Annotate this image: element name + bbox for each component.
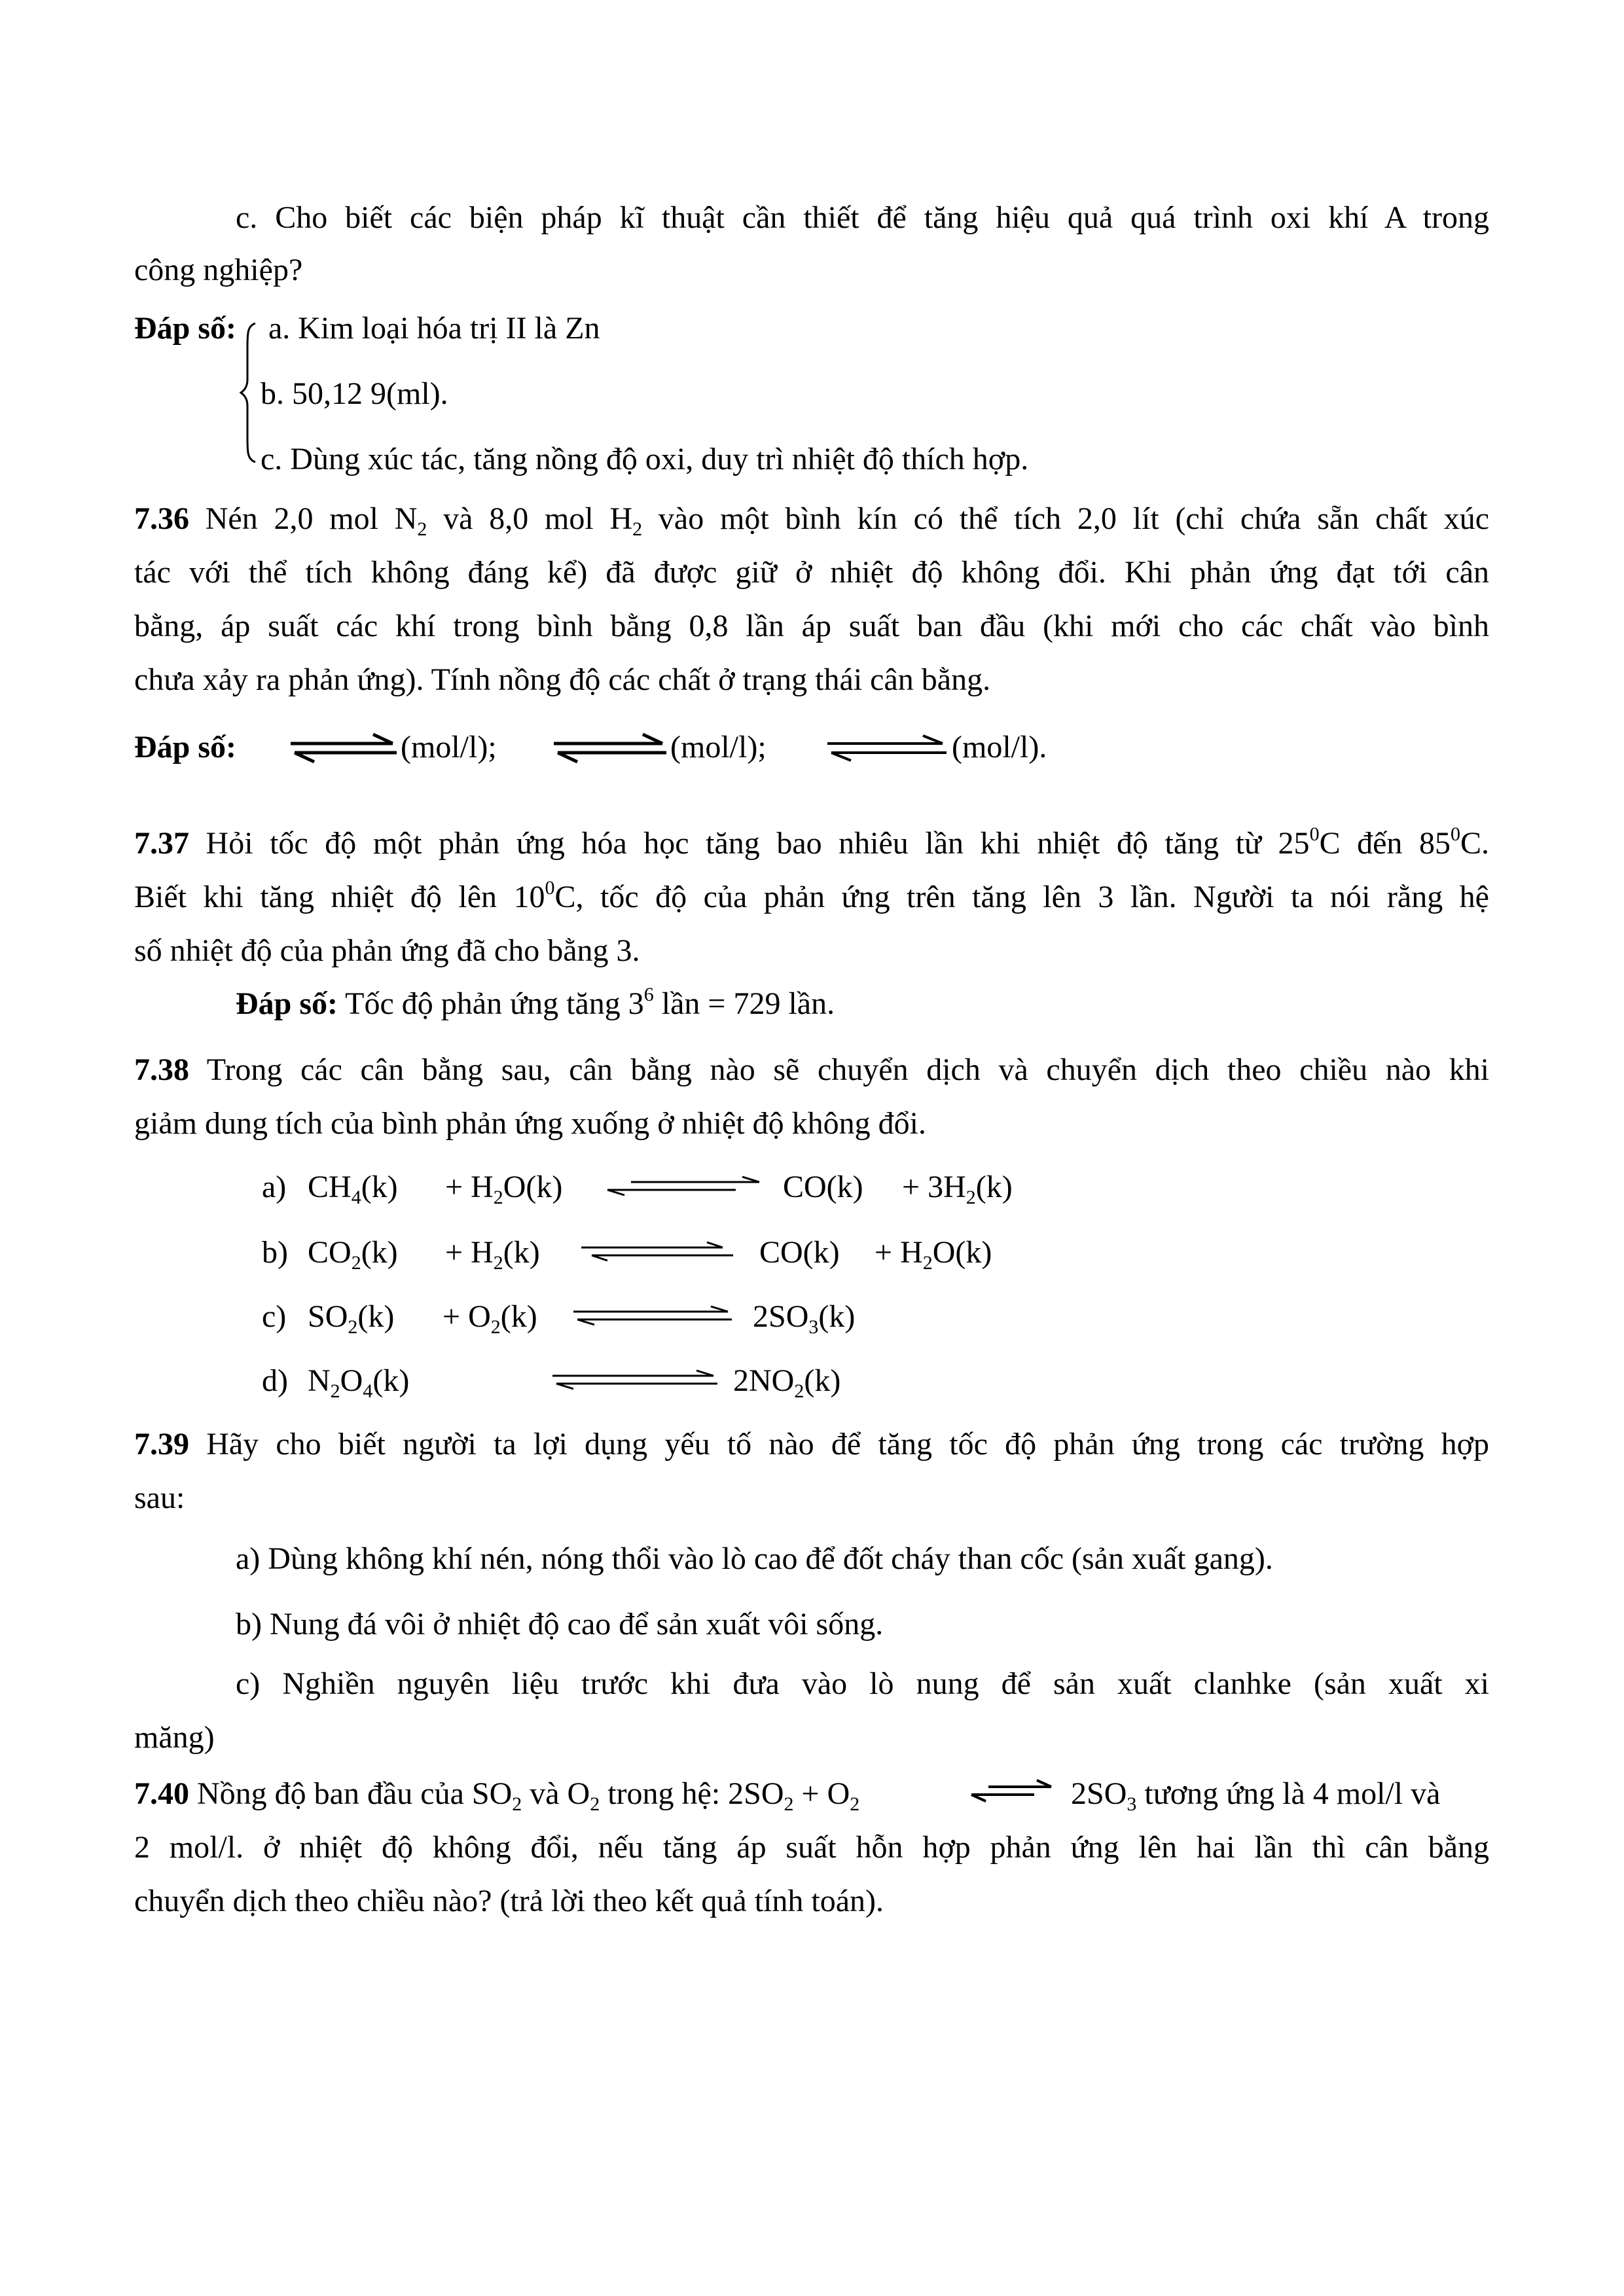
q739-line1: 7.39 Hãy cho biết người ta lợi dụng yếu tố nào để tăng tốc độ phản ứng trong các trường hợp bbox=[134, 1427, 1489, 1462]
paragraph-c-line1: c. Cho biết các biện pháp kĩ thuật cần thiết để tăng hiệu quả quá trình oxi khí A trong bbox=[236, 200, 1489, 235]
q737-line2: Biết khi tăng nhiệt độ lên $10^0C$, tốc độ của phản ứng trên tăng lên 3 lần. Người ta nói rằng hệ bbox=[134, 877, 1489, 914]
eq-a-product2: + $3H_2(k)$ bbox=[902, 1170, 1013, 1208]
q737-line1: 7.37 Hỏi tốc độ một phản ứng hóa học tăng bao nhiêu lần khi nhiệt độ tăng từ $25^0C$ đến $85^0C$. bbox=[134, 823, 1489, 861]
eq-c-product1: $2SO_3(k)$ bbox=[753, 1299, 856, 1338]
q739-c: c) Nghiền nguyên liệu trước khi đưa vào lò nung để sản xuất clanhke (sản xuất xi bbox=[236, 1666, 1489, 1701]
q738-line1: 7.38 Trong các cân bằng sau, cân bằng nào sẽ chuyển dịch và chuyển dịch theo chiều nào khi bbox=[134, 1052, 1489, 1087]
equilibrium-arrow-icon bbox=[605, 1170, 762, 1203]
q737-answer: Đáp số: Tốc độ phản ứng tăng $3^6$ lần = 729 lần. bbox=[236, 984, 835, 1021]
curly-brace-icon bbox=[240, 321, 259, 465]
ans736-row bbox=[134, 728, 236, 767]
eq-b-product2: + $H_2O(k)$ bbox=[875, 1235, 992, 1274]
eq-a-reactant1: $CH_4(k)$ bbox=[308, 1170, 398, 1208]
paragraph-c-line2: công nghiệp? bbox=[134, 253, 303, 287]
eq-c-reactant2: + $O_2(k)$ bbox=[442, 1299, 537, 1338]
eq-b-product1: CO(k) bbox=[759, 1235, 840, 1270]
eq-d-label: d) bbox=[262, 1363, 288, 1398]
eq-a-reactant2: + $H_2O(k)$ bbox=[445, 1170, 563, 1208]
eq-b-label: b) bbox=[262, 1235, 288, 1270]
eq-d-product1: $2NO_2(k)$ bbox=[733, 1363, 841, 1402]
answer-label: Đáp số: bbox=[134, 311, 237, 346]
eq-c-label: c) bbox=[262, 1299, 287, 1334]
ans736-unit2: (mol/l); bbox=[670, 730, 767, 764]
eq-c-reactant1: $SO_2(k)$ bbox=[308, 1299, 395, 1338]
answer-b: b. 50,12 9(ml). bbox=[261, 376, 448, 411]
q740-line3: chuyển dịch theo chiều nào? (trả lời theo kết quả tính toán). bbox=[134, 1884, 884, 1918]
answer-c: c. Dùng xúc tác, tăng nồng độ oxi, duy trì nhiệt độ thích hợp. bbox=[261, 442, 1029, 476]
q739-line2: sau: bbox=[134, 1480, 185, 1515]
equilibrium-arrow-icon bbox=[571, 1300, 734, 1333]
equilibrium-arrow-icon bbox=[825, 732, 949, 764]
equilibrium-arrow-icon bbox=[288, 732, 399, 764]
q738-line2: giảm dung tích của bình phản ứng xuống ở nhiệt độ không đổi. bbox=[134, 1106, 926, 1141]
q739-a: a) Dùng không khí nén, nóng thổi vào lò cao để đốt cháy than cốc (sản xuất gang). bbox=[236, 1541, 1273, 1576]
ans736-unit3: (mol/l). bbox=[952, 730, 1047, 764]
eq-a-label: a) bbox=[262, 1170, 287, 1204]
q740-line2: 2 mol/l. ở nhiệt độ không đổi, nếu tăng áp suất hỗn hợp phản ứng lên hai lần thì cân bằng bbox=[134, 1830, 1489, 1865]
ans736-unit1: (mol/l); bbox=[401, 730, 497, 764]
equilibrium-arrow-icon bbox=[550, 1364, 720, 1397]
q737-line3: số nhiệt độ của phản ứng đã cho bằng 3. bbox=[134, 933, 640, 968]
answer-a: a. Kim loại hóa trị II là Zn bbox=[268, 311, 600, 346]
q736-line3: bằng, áp suất các khí trong bình bằng 0,8 lần áp suất ban đầu (khi mới cho các chất vào bình bbox=[134, 609, 1489, 643]
eq-d-reactant1: $N_2O_4(k)$ bbox=[308, 1363, 410, 1402]
eq-b-reactant2: + $H_2(k)$ bbox=[445, 1235, 540, 1274]
q739-c2: măng) bbox=[134, 1720, 215, 1755]
equilibrium-arrow-icon bbox=[969, 1775, 1054, 1808]
eq-b-reactant1: $CO_2(k)$ bbox=[308, 1235, 398, 1274]
ans736-label: Đáp số: bbox=[134, 730, 237, 764]
q739-b: b) Nung đá vôi ở nhiệt độ cao để sản xuất vôi sống. bbox=[236, 1607, 884, 1641]
equilibrium-arrow-icon bbox=[579, 1236, 736, 1268]
q740-line1-end: $2SO_3$ tương ứng là 4 mol/l và bbox=[1071, 1776, 1441, 1815]
eq-a-product1: CO(k) bbox=[783, 1170, 863, 1204]
q736-line4: chưa xảy ra phản ứng). Tính nồng độ các chất ở trạng thái cân bằng. bbox=[134, 662, 991, 697]
equilibrium-arrow-icon bbox=[551, 732, 669, 764]
q740-line1: 7.40 Nồng độ ban đầu của $SO_2$ và $O_2$ trong hệ: $2SO_2 + O_2$ bbox=[134, 1776, 860, 1815]
q736-line1: 7.36 Nén 2,0 mol $N_2$ và 8,0 mol $H_2$ vào một bình kín có thể tích 2,0 lít (chỉ chứa sẵn chất xúc bbox=[134, 501, 1490, 540]
q736-line2: tác với thể tích không đáng kể) đã được giữ ở nhiệt độ không đổi. Khi phản ứng đạt tới cân bbox=[134, 555, 1489, 590]
